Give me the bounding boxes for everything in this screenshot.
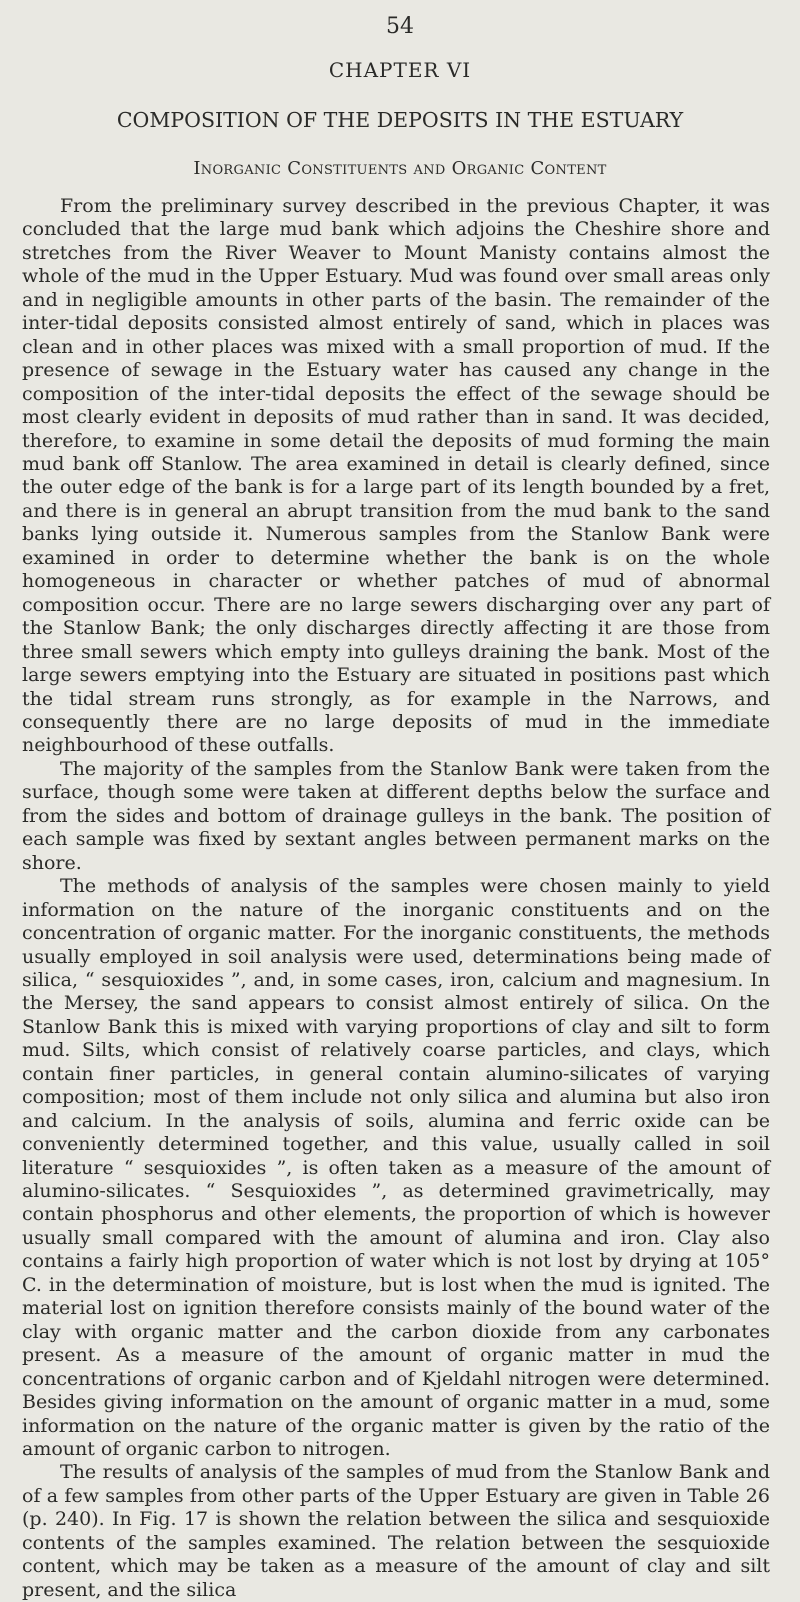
chapter-title: COMPOSITION OF THE DEPOSITS IN THE ESTUARY <box>116 108 684 132</box>
body-text <box>22 195 770 1602</box>
paragraph: The methods of analysis of the samples were chosen mainly to yield information on the nature of the inorganic constituents and on the concentration of organic matter. For the inorganic constituents, the methods usually employed in soil analysis were used, determinations being made of silica, “ sesquioxides ”, and, in some cases, iron, calcium and magnesium. In the Mersey, the sand appears to consist almost entirely of silica. On the Stanlow Bank this is mixed with varying proportions of clay and silt to form mud. Silts, which consist of relatively coarse particles, and clays, which contain finer particles, in general contain alumino-silicates of varying composition; most of them include not only silica and alumina but also iron and calcium. In the analysis of soils, alumina and ferric oxide can be conveniently determined together, and this value, usually called in soil literature “ sesquioxides ”, is often taken as a measure of the amount of alumino-silicates. “ Sesquioxides ”, as determined gravimetrically, may contain phosphorus and other elements, the proportion of which is however usually small compared with the amount of alumina and iron. Clay also contains a fairly high proportion of water which is not lost by drying at 105° C. in the determination of moisture, but is lost when the mud is ignited. The material lost on ignition therefore consists mainly of the bound water of the clay with organic matter and the carbon dioxide from any carbonates present. As a measure of the amount of organic matter in mud the concentrations of organic carbon and of Kjeldahl nitrogen were determined. Besides giving information on the amount of organic matter in a mud, some information on the nature of the organic matter is given by the ratio of the amount of organic carbon to nitrogen. <box>22 875 770 1461</box>
chapter-heading: CHAPTER VI <box>328 58 472 82</box>
page-number: 54 <box>386 14 414 39</box>
paragraph: From the preliminary survey described in the previous Chapter, it was concluded that the large mud bank which adjoins the Cheshire shore and stretches from the River Weaver to Mount Manisty contains almost the whole of the mud in the Upper Estuary. Mud was found over small areas only and in negligible amounts in other parts of the basin. The remainder of the inter-tidal deposits consisted almost entirely of sand, which in places was clean and in other places was mixed with a small proportion of mud. If the presence of sewage in the Estuary water has caused any change in the composition of the inter-tidal deposits the effect of the sewage should be most clearly evident in deposits of mud rather than in sand. It was decided, therefore, to examine in some detail the deposits of mud forming the main mud bank off Stanlow. The area examined in detail is clearly defined, since the outer edge of the bank is for a large part of its length bounded by a fret, and there is in general an abrupt transition from the mud bank to the sand banks lying outside it. Numerous samples from the Stanlow Bank were examined in order to determine whether the bank is on the whole homogeneous in character or whether patches of mud of abnormal composition occur. There are no large sewers discharging over any part of the Stanlow Bank; the only discharges directly affecting it are those from three small sewers which empty into gulleys draining the bank. Most of the large sewers emptying into the Estuary are situated in positions past which the tidal stream runs strongly, as for example in the Narrows, and consequently there are no large deposits of mud in the immediate neighbourhood of these outfalls. <box>22 195 770 757</box>
paragraph: The majority of the samples from the Stanlow Bank were taken from the surface, though some were taken at different depths below the surface and from the sides and bottom of drainage gulleys in the bank. The position of each sample was fixed by sextant angles between permanent marks on the shore. <box>22 757 770 874</box>
paragraph: The results of analysis of the samples of mud from the Stanlow Bank and of a few samples from other parts of the Upper Estuary are given in Table 26 (p. 240). In Fig. 17 is shown the relation between the silica and sesquioxide contents of the samples examined. The relation between the sesquioxide content, which may be taken as a measure of the amount of clay and silt present, and the silica <box>22 1461 770 1601</box>
section-subtitle: Inorganic Constituents and Organic Content <box>193 158 607 179</box>
